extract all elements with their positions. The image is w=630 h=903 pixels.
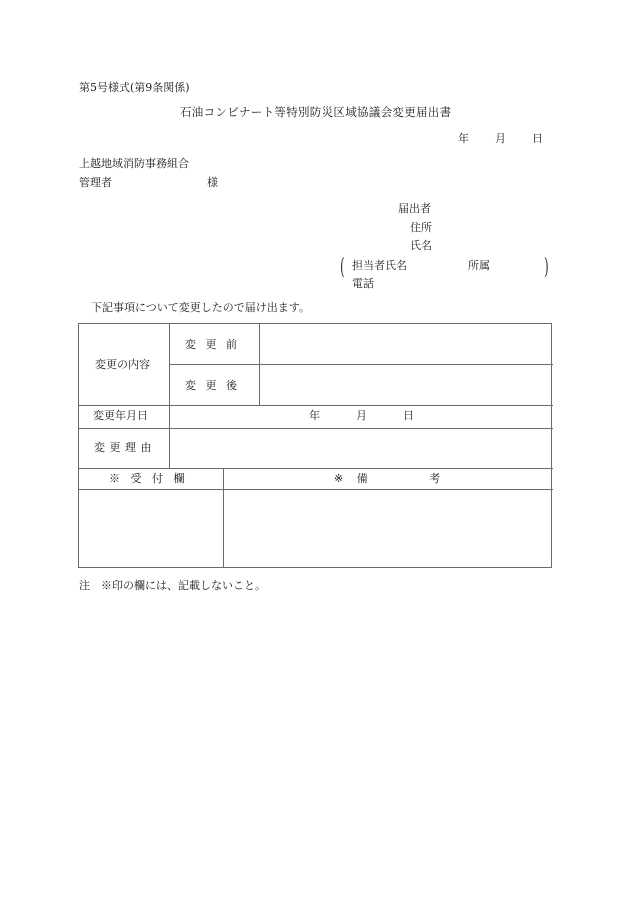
addressee-organization: 上越地域消防事務組合 [79,157,189,170]
change-date-field[interactable] [309,410,414,421]
form-number: 第5号様式(第9条関係) [79,81,190,94]
after-change-label: 変 更 後 [185,379,237,392]
submission-date [458,133,543,144]
year-label: 年 [458,132,469,145]
address-label: 住所 [410,221,432,234]
contact-paren-open: ( [340,255,345,280]
remarks-char-1: 備 [356,472,368,485]
reception-header: ※ 受 付 欄 [109,472,185,485]
row-divider [79,405,553,406]
after-change-field[interactable] [265,370,547,400]
name-label: 氏名 [410,239,432,252]
contact-person-label: 担当者氏名 [352,259,407,272]
row-divider [79,428,553,429]
row-divider [79,489,553,490]
change-date-label: 変更年月日 [93,409,148,422]
contact-paren-close: ) [544,255,549,280]
reception-field [85,494,219,564]
applicant-label: 届出者 [398,202,431,215]
addressee-name-label: 管理者 [79,176,112,189]
change-month-label: 月 [356,409,367,422]
change-reason-field[interactable] [175,432,547,464]
change-reason-label: 変 更 理 由 [94,441,152,454]
month-label: 月 [495,132,506,145]
footnote: 注 ※印の欄には、記載しないこと。 [79,579,266,592]
before-change-field[interactable] [265,330,547,360]
remarks-mark: ※ [334,472,344,485]
row-divider [79,468,553,469]
col-divider [223,468,224,568]
remarks-char-2: 考 [429,472,441,485]
remarks-header [334,473,440,484]
document-title: 石油コンビナート等特別防災区域協議会変更届出書 [180,105,452,119]
change-year-label: 年 [309,409,320,422]
day-label: 日 [532,132,543,145]
change-form-table [78,323,552,568]
addressee-honorific: 様 [207,176,218,189]
before-change-label: 変 更 前 [185,338,237,351]
intro-text: 下記事項について変更したので届け出ます。 [91,301,310,314]
change-content-label: 変更の内容 [95,358,150,371]
phone-label: 電話 [352,277,374,290]
change-day-label: 日 [403,409,414,422]
col-divider [259,324,260,405]
remarks-field [229,494,547,564]
row-divider [169,364,553,365]
department-label: 所属 [468,259,490,272]
col-divider [169,324,170,468]
